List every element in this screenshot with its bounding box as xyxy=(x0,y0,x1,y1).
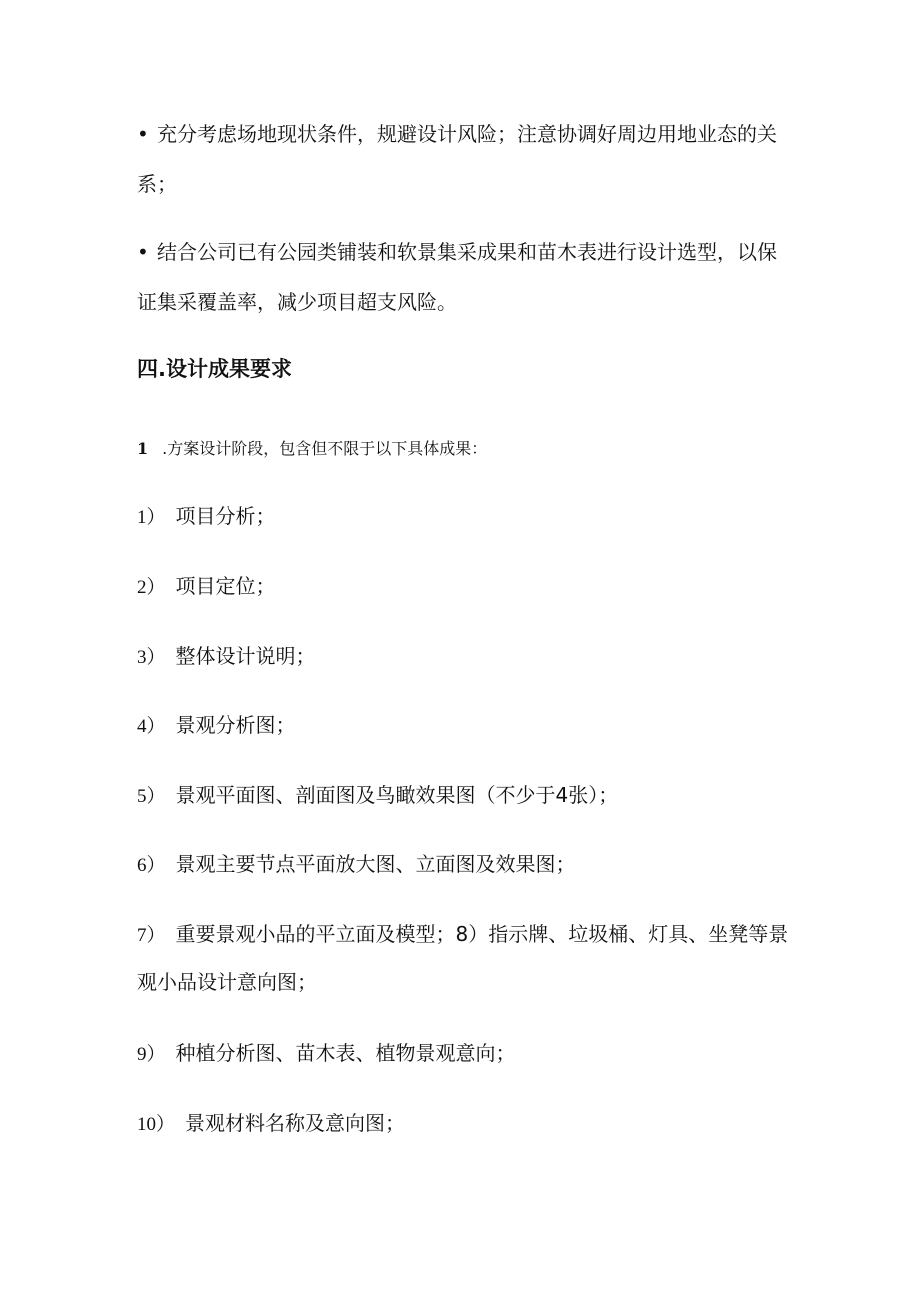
list-item-text: 种植分析图、苗木表、植物景观意向； xyxy=(175,1041,516,1065)
list-item-text: 重要景观小品的平立面及模型；8）指示牌、垃圾桶、灯具、坐凳等景 xyxy=(175,922,789,946)
list-item-index: 6） xyxy=(137,855,166,876)
list-item-text: 项目分析； xyxy=(175,504,276,528)
bullet-dot: • xyxy=(137,122,149,146)
list-item-continuation xyxy=(137,968,317,996)
list-item-index: 7） xyxy=(137,925,166,946)
list-item-text: 景观主要节点平面放大图、立面图及效果图； xyxy=(175,852,576,876)
list-item-text: 项目定位； xyxy=(175,574,276,598)
list-item xyxy=(137,1109,405,1139)
list-item-index: 10） xyxy=(137,1114,176,1135)
list-item xyxy=(137,920,788,950)
list-item xyxy=(137,572,276,602)
list-item-text: 景观分析图； xyxy=(175,713,296,737)
bullet-dot: • xyxy=(137,240,149,264)
section-heading: 四.设计成果要求 xyxy=(137,357,292,381)
bullet-1-line-1: 充分考虑场地现状条件，规避设计风险；注意协调好周边用地业态的关 xyxy=(157,122,777,146)
list-item-text: 整体设计说明； xyxy=(175,644,316,668)
list-item-index: 2） xyxy=(137,577,166,598)
list-item-text: 观小品设计意向图； xyxy=(137,970,317,994)
list-item xyxy=(137,502,276,532)
bullet-1-line-2: 系； xyxy=(137,172,177,196)
list-item xyxy=(137,1039,516,1069)
subsection-number: 1 xyxy=(137,439,149,458)
bullet-2-line-2: 证集采覆盖率，减少项目超支风险。 xyxy=(137,290,457,314)
list-item-text: 景观平面图、剖面图及鸟瞰效果图（不少于4张）； xyxy=(175,783,619,807)
list-item xyxy=(137,642,316,672)
list-item xyxy=(137,711,296,741)
list-item-text: 景观材料名称及意向图； xyxy=(185,1111,406,1135)
list-item-index: 1） xyxy=(137,507,166,528)
list-item-index: 5） xyxy=(137,786,166,807)
subsection-line xyxy=(137,437,487,461)
list-item-index: 4） xyxy=(137,716,166,737)
list-item-index: 9） xyxy=(137,1044,166,1065)
list-item-index: 3） xyxy=(137,647,166,668)
subsection-text: .方案设计阶段，包含但不限于以下具体成果： xyxy=(162,439,488,458)
list-item xyxy=(137,781,618,811)
bullet-2-line-1: 结合公司已有公园类铺装和软景集采成果和苗木表进行设计选型，以保 xyxy=(157,240,777,264)
list-item xyxy=(137,850,576,880)
